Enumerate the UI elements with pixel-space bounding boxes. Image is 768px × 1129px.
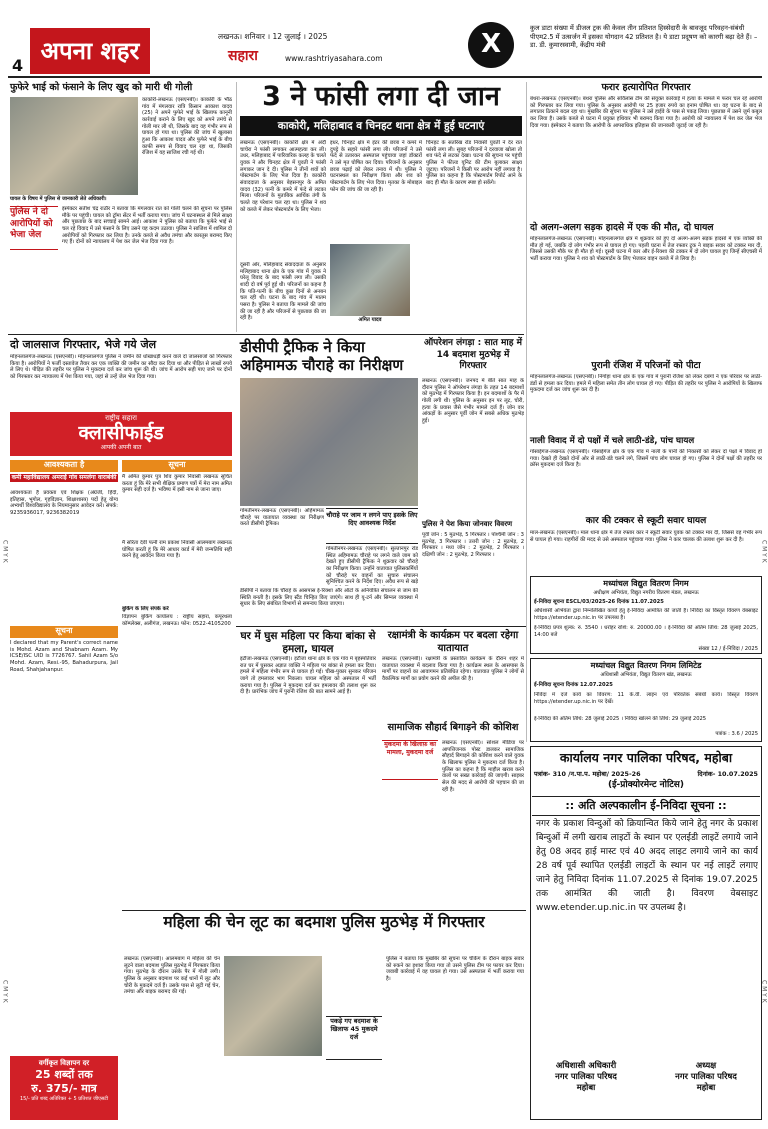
chain-headline: महिला की चेन लूट का बदमाश पुलिस मुठभेड़ में गिरफ्तार [163,913,485,931]
story1-body2: इंस्पेक्टर सतीश चंद्र राठौर ने बताया कि मंगलवार रात को गोली चलने की सूचना पर पुलिस मौके पर पहुंची। घायल को ट्रॉमा सेंटर में भर्ती कराया गया। जांच में घटनास्थल से मिले साक्ष्य और पूछताछ के बाद सच्चाई सामने आई। आकाश ने पुलिस को बताया कि फुफेरे भाई से चल रहे विवाद में उसे फंसाने के लिए उसने यह कदम उठाया। पुलिस ने साजिश में शामिल दो आरोपियों को गिरफ्तार कर लिया है। उनके कब्जे से अवैध तमंचा और कारतूस बरामद किए गए हैं। दोनों को न्यायालय में पेश कर जेल भेज दिया गया है। [62,206,232,246]
cmyk-mark-left-bottom: C M Y K [1,980,9,1003]
classified-rate-box [10,1056,118,1120]
chain-body2: पुलिस ने बताया कि मुखबिर की सूचना पर चेकिंग के दौरान बाइक सवार को रुकने का इशारा किया गया तो उसने पुलिस टीम पर फायर कर दिया। जवाबी कार्रवाई में वह घायल हो गया। उसे अस्पताल में भर्ती कराया गया है। [386,956,524,982]
classified-left-head: आवश्यकता है [10,460,118,472]
tender2-body: निविदा में दर्ज कार्य का विवरण: 11 के.वी. लाइन एवं परिवर्तक संबंधी कार्य। विस्तृत विवरण https://etender.up.nic.in पर देखें। [534,692,758,705]
dcp-pull-quote: चौराहे पर जाम न लगने पाए इसके लिए दिए आवश्यक निर्देश [326,508,418,544]
dcp-photo [240,378,418,506]
samajik-pull: मुकदमा के खिलाफ़ का मामला, मुकदमा दर्ज [382,740,438,780]
tender1-sub: अधीक्षण अभियंता, विद्युत नगरीय वितरण मंडल, लखनऊ [593,590,699,596]
lead-col1: लखनऊ (एसएनबी)। काकोरी क्षेत्र में अंदौ चाचेरा ने फांसी लगाकर आत्महत्या कर ली। उधर, मलिहाबाद में पारिवारिक कलह के चलते युवक ने और चिनहट क्षेत्र में युवती ने फांसी लगाकर जान दे दी। पुलिस ने तीनों शवों को पोस्टमार्टम के लिए भेज दिया है। काकोरी संवाददाता के अनुसार बेहसनपुर के अमित यादव (32) पत्नी के कमरे में फंदे से लटका मिला। परिजनों के मुताबिक आर्थिक तंगी के चलते वह परेशान चल रहा था। पुलिस ने शव को कब्जे में लेकर पोस्टमार्टम के लिए भेजा। [240,140,326,213]
classified-notice-head-2: सूचना [10,626,118,638]
story1-photo [10,97,138,195]
story1-headline: फुफेरे भाई को फंसाने के लिए खुद को मारी थी गोली [10,82,193,93]
story1-caption: घायल के विषय में पुलिस से जानकारी लेते अधिकारी। [10,196,107,202]
raksha-body: लखनऊ (एसएनबी)। रक्षामंत्री के प्रस्तावित कार्यक्रम के दौरान शहर में यातायात व्यवस्था में बदलाव किया गया है। कार्यक्रम स्थल के आसपास के मार्गों पर वाहनों का आवागमन प्रतिबंधित रहेगा। यातायात पुलिस ने लोगों से वैकल्पिक मार्गों का प्रयोग करने की अपील की है। [382,656,524,682]
classified-title: क्लासीफाईड [78,421,164,444]
mahila-body: इटौंजा-लखनऊ (एसएनबी)। इटौंजा थाना क्षेत्र के एक गांव में बृहस्पतिवार रात घर में घुसकर अज्ञात व्यक्ति ने महिला पर बांका से हमला कर दिया। हमले में महिला गंभीर रूप से घायल हो गई। चीख-पुकार सुनकर परिजन जागे तो हमलावर भाग निकला। घायल महिला को अस्पताल में भर्ती कराया गया है। पुलिस ने मुकदमा दर्ज कर हमलावर की तलाश शुरू कर दी है। प्रारंभिक जांच में पुरानी रंजिश की बात सामने आई है। [240,656,376,696]
nagar-sign-left: अधिशासी अधिकारी नगर पालिका परिषद महोबा [555,1060,617,1092]
page-number: 4 [12,56,24,75]
dcp-caption: गोमतीनगर-लखनऊ (एसएनबी)। अहिमामऊ चौराहे पर यातायात व्यवस्था का निरीक्षण करते डीसीपी ट्रैफिक। [240,508,324,528]
cmyk-mark-left: C M Y K [1,540,9,563]
mahila-headline: घर में घुस महिला पर किया बांका से हमला, घायल [240,630,376,656]
tender2-footer: पत्रांक : 3.6 / 2025 [715,731,758,737]
classified-booking-body: विज्ञापन बुकिंग कार्यालय : राष्ट्रीय सहारा, कपूरथला कॉम्प्लेक्स, अलीगंज, लखनऊ। फोन: 0522-4105200 [122,614,232,627]
classified-rate-price: रु. 375/- मात्र [31,1082,97,1096]
lead-col3: इधर, चिनहट क्षेत्र में इंटर की छात्रा ने कमरे में दुपट्टे के सहारे फांसी लगा ली। परिजनों ने उसे फंदे से उतारकर अस्पताल पहुंचाया जहां डॉक्टरों ने उसे मृत घोषित कर दिया। परिजनों के अनुसार छात्रा पढ़ाई को लेकर तनाव में थी। पुलिस ने घटनास्थल का निरीक्षण किया और शव को पोस्टमार्टम के लिए भेज दिया। मृतका के मोबाइल फोन की जांच की जा रही है। [330,140,422,193]
operation-headline: ऑपरेशन लंगड़ा : सात माह में 14 बदमाश मुठभेड़ में गिरफ्तार [423,338,523,372]
classified-notice1: मैं अमित कुमार पुत्र शिव कुमार निवासी लखनऊ सूचित करता हूं कि मेरे सभी शैक्षिक प्रमाण पत्रों में मेरा नाम अमित कुमार सही दर्ज है। भविष्य में इसी नाम से जाना जाए। [122,474,232,494]
right-mid4-headline: कार की टक्कर से स्कूटी सवार घायल [585,516,707,526]
dcp-body2: डीसीपी ने बताया कि चौराहे के आसपास ई-रिक्शा और ऑटो के अनियंत्रित संचालन से जाम की स्थिति बनती है। इसके लिए स्टैंड चिन्हित किए जाएंगे। साथ ही यू-टर्न और सिग्नल व्यवस्था में सुधार के लिए संबंधित विभागों से समन्वय किया जाएगा। [240,588,418,608]
classified-notice2: मैं सरिता देवी पत्नी राम प्रकाश निवासी आलमबाग लखनऊ घोषित करती हूं कि मेरे आधार कार्ड में मेरी जन्मतिथि सही करने हेतु आवेदन किया गया है। [122,540,232,560]
classified-rate-note: 15/- प्रति शब्द अतिरिक्त + 5 प्रतिशत जीएसटी [19,1096,109,1103]
operation-zones: पूर्वी जोन : 5 मुठभेड़, 5 गिरफ्तार । पश्चिमी जोन : 3 मुठभेड़, 3 गिरफ्तार । उत्तरी जोन : 2 मुठभेड़, 2 गिरफ्तार । मध्य जोन : 2 मुठभेड़, 2 गिरफ्तार । दक्षिणी जोन : 2 मुठभेड़, 2 गिरफ्तार । [422,532,524,558]
lead-photo [330,244,410,316]
tender1-rows: ई-निविदा प्रपत्र शुल्क: रु. 3540 । धरोहर राशि: रु. 20000.00 । ई-निविदा की अंतिम तिथि: 28 जुलाई 2025, 14:00 बजे [534,625,758,638]
chain-pull: पकड़े गए बदमाश के खिलाफ 45 मुकदमे दर्ज [326,1016,382,1060]
story1-body1: काकोरी-लखनऊ (एसएनबी)। काकोरी के भौठ गांव में मंगलवार रात्रि किसान आकाश यादव (25) ने अपने फुफेरे भाई के खिलाफ कानूनी कार्रवाई कराने के लिए खुद को अपने तमंचे से गोली मार ली थी, जिसके बाद वह गंभीर रूप से घायल हो गया था। पुलिस की जांच में खुलासा हुआ कि आकाश यादव और फुफेरे भाई के बीच काफी समय से विवाद चल रहा था, जिसकी रंजिश में यह साजिश रची गई थी। [142,97,232,157]
classified-booking-head: बुकिंग के लिए संपर्क करें [122,606,169,612]
right-mid2-body: मोहनलालगंज-लखनऊ (एसएनबी)। निगोहा थाना क्षेत्र के एक गांव में पुरानी रंजिश को लेकर दबंगों ने एक परिवार पर लाठी-डंडों से हमला कर दिया। हमले में महिला समेत तीन लोग घायल हो गए। पीड़ित की तहरीर पर पुलिस ने आरोपियों के खिलाफ मुकदमा दर्ज कर जांच शुरू कर दी है। [530,374,762,394]
masthead-dateline: लखनऊ। शनिवार । 12 जुलाई । 2025 [218,32,328,41]
top-news-quote: कुल डाटा संख्या में डीजल ट्रक की केवल तीन प्रतिशत हिस्सेदारी के बावजूद परिवहन-संबंधी पीएम2.5 में उत्सर्जन में इसका योगदान 42 प्रतिशत है। ये डाटा प्रदूषण को कारगी बढ़ा देते हैं। –डा. डी. कुमारस्वामी, केंद्रीय मंत्री [530,24,758,50]
tender2-ref: ई-निविदा सूचना दिनांक 12.07.2025 [534,682,613,688]
right-mid3-body: गोसाईगंज-लखनऊ (एसएनबी)। गोसाईगंज क्षेत्र के एक गांव में नाली के पानी की निकासी को लेकर दो पक्षों में विवाद हो गया। देखते ही देखते दोनों ओर से लाठी-डंडे चलने लगे, जिसमें पांच लोग घायल हो गए। पुलिस ने दोनों पक्षों की तहरीर पर क्रॉस मुकदमा दर्ज किया है। [530,449,762,469]
nagar-title: :: अति अल्पकालीन ई-निविदा सूचना :: [532,796,760,816]
nagar-body: नगर के प्रकाश विन्दुओं को क्रियान्वित किये जाने हेतु नगर के प्रकाश बिन्दुओं में लगी खराब लाइटों के स्थान पर एलईडी लाइटें लगाये जाने हेतु 08 अदद हाई मास्ट एवं 40 अदद लाइट लगाये जाने का कार्य 28 वर्ष पूर्व स्थापित एलईडी लाइटों के स्थान पर नई लाइटें लगाए जाने हेतु निविदा दिनांक 11.07.2025 से दिनांक 19.07.2025 तक आमंत्रित की जाती है। विवरण वेबसाइट www.etender.up.nic.in पर उपलब्ध है। [536,819,758,913]
operation-body: लखनऊ (एसएनबी)। जनपद में बीते सात माह के दौरान पुलिस ने ऑपरेशन लंगड़ा के तहत 14 बदमाशों को मुठभेड़ में गिरफ्तार किया है। इन बदमाशों के पैर में गोली लगी थी। पुलिस के अनुसार इन पर लूट, चोरी, हत्या के प्रयास जैसे गंभीर मामले दर्ज हैं। जोन वार आंकड़ों के अनुसार पूर्वी जोन में सबसे अधिक मुठभेड़ हुई। [422,378,524,424]
lead-headline: 3 ने फांसी लगा दी जान [262,81,500,112]
right-mid-headline: दो अलग-अलग सड़क हादसे में एक की मौत, दो घायल [530,222,714,233]
tender1-footer: संख्या 12 / ई-निविदा / 2025 [698,646,758,652]
raksha-headline: रक्षामंत्री के कार्यक्रम पर बदला रहेगा यातायात [387,630,519,654]
dcp-body1: गोमतीनगर-लखनऊ (एसएनबी)। सुल्तानपुर रोड स्थित अहिमामऊ चौराहे पर लगने वाले जाम को देखते हुए डीसीपी ट्रैफिक ने शुक्रवार को चौराहे का निरीक्षण किया। उन्होंने यातायात पुलिसकर्मियों को चौराहे पर वाहनों का सुचारु संचालन सुनिश्चित करने के निर्देश दिए। अवैध रूप से खड़े [326,546,418,586]
jalsaz-body: मोहनलालगंज-लखनऊ (एसएनबी)। मोहनलालगंज पुलिस ने जमीन की धोखाधड़ी करने वाले दो जालसाजों को गिरफ्तार किया है। आरोपियों ने फर्जी दस्तावेज तैयार कर एक व्यक्ति की जमीन का सौदा कर दिया था और पीड़ित से लाखों रुपये ले लिए थे। पीड़ित की तहरीर पर पुलिस ने मुकदमा दर्ज कर जांच शुरू की थी। जांच में आरोप सही पाए जाने पर दोनों को गिरफ्तार कर न्यायालय में पेश किया गया, जहां से उन्हें जेल भेज दिया गया। [10,354,232,380]
right-top-headline: फरार हत्यारोपित गिरफ्तार [601,82,691,93]
classified-notice-head: सूचना [122,460,232,472]
tender1-ref: ई-निविदा सूचना ESCL/03/2025-26 दिनांक 11.07.2025 [534,599,664,605]
section-title: अपना शहर [30,28,150,74]
operation-subhead: पुलिस ने पेश किया जोनवार विवरण [422,520,513,528]
classified-notice3: I declared that my Parent's correct name is Mohd. Azam and Shabnam Azam. My ICSE/ISC UID is 7726767. Sahil Azam S/o Mohd. Azam, Resi.-95, Bahadurpura, Jail Road, Shahjahanpur. [10,640,118,673]
lead-col2: दूसरी ओर, मलिहाबाद संवाददाता के अनुसार मलिहाबाद थाना क्षेत्र के एक गांव में युवक ने घरेलू विवाद के बाद फांसी लगा ली। उसकी शादी दो वर्ष पूर्व हुई थी। परिजनों का कहना है कि पति-पत्नी के बीच कुछ दिनों से अनबन चल रही थी। घटना के बाद गांव में मातम पसरा है। पुलिस ने बताया कि मामले की जांच की जा रही है और परिजनों से पूछताछ की जा रही है। [240,262,326,322]
jalsaz-headline: दो जालसाज गिरफ्तार, भेजे गये जेल [10,338,157,351]
nagar-ref: पत्रांक- 310 /न.पा.प. महोबा/ 2025-26 [534,770,641,778]
dcp-headline: डीसीपी ट्रैफिक ने किया अहिमामऊ चौराहे का निरीक्षण [240,338,404,374]
tender1-body: अधिशासी अभियंता द्वारा निम्नलिखित कार्यों हेतु ई-निविदा आमंत्रित की जाती है। निविदा का विस्तृत विवरण वेबसाइट https://etender.up.nic.in पर उपलब्ध है। [534,608,758,621]
classified-tagline: आपकी अपनी बात [100,443,142,451]
right-mid2-headline: पुरानी रंजिश में परिजनों को पीटा [591,360,701,371]
cmyk-mark-right: C M Y K [760,540,768,563]
nagar-kind: (ई-प्रोक्योरमेन्ट नोटिस) [607,780,685,790]
chain-body: लखनऊ (एसएनबी)। आलमबाग में महिला की चेन लूटने वाला बदमाश पुलिस मुठभेड़ में गिरफ्तार किया गया। मुठभेड़ के दौरान उसके पैर में गोली लगी। पुलिस के अनुसार बदमाश पर कई थानों में लूट और चोरी के मुकदमे दर्ज हैं। उसके पास से लूटी गई चेन, तमंचा और बाइक बरामद की गई। [124,956,220,996]
tender2-rows: ई-निविदा की अंतिम तिथि: 28 जुलाई 2025 । निविदा खोलने की तिथि: 29 जुलाई 2025 [534,716,707,722]
tender2-sub: अधिशासी अभियंता, विद्युत वितरण खंड, लखनऊ [600,672,692,678]
classified-rate-words: 25 शब्दों तक [35,1067,93,1081]
right-mid-body: मोहनलालगंज-लखनऊ (एसएनबी)। मोहनलालगंज क्षेत्र में शुक्रवार को हुए दो अलग-अलग सड़क हादसों में एक व्यक्ति की मौत हो गई, जबकि दो लोग गंभीर रूप से घायल हो गए। पहली घटना में तेज रफ्तार ट्रक ने बाइक सवार को टक्कर मार दी, जिससे उसकी मौके पर ही मौत हो गई। दूसरी घटना में कार और ई-रिक्शा की टक्कर में दो लोग घायल हुए जिन्हें सीएचसी में भर्ती कराया गया। पुलिस ने शव को पोस्टमार्टम के लिए भेजकर वाहन कब्जे में ले लिया है। [530,236,762,262]
classified-brand: राष्ट्रीय सहारा [105,414,137,422]
nagar-date: दिनांक- 10.07.2025 [697,770,758,778]
x-logo-icon: X [468,22,514,68]
cmyk-mark-right-bottom: C M Y K [760,980,768,1003]
tender2-org: मध्यांचल विद्युत वितरण निगम लिमिटेड [590,661,702,670]
right-mid4-body: माल-लखनऊ (एसएनबी)। माल थाना क्षेत्र में तेज रफ्तार कार ने स्कूटी सवार युवक को टक्कर मार दी, जिससे वह गंभीर रूप से घायल हो गया। राहगीरों की मदद से उसे अस्पताल पहुंचाया गया। पुलिस ने कार चालक की तलाश शुरू कर दी है। [530,530,762,543]
lead-subhead: काकोरी, मलिहाबाद व चिनहट थाना क्षेत्र में हुई घटनाएं [240,116,522,136]
paper-logo: सहारा [228,48,258,64]
classified-rate-title: वर्गीकृत विज्ञापन दर [38,1059,90,1067]
samajik-headline: सामाजिक सौहार्द बिगाड़ने की कोशिश [387,722,519,733]
right-top-body: बंथरा-लखनऊ (एसएनबी)। बंथरा पुलिस और सर्विलांस टीम की संयुक्त कार्रवाई में हत्या के मामले में फरार चल रहे आरोपी को गिरफ्तार कर लिया गया। पुलिस के अनुसार आरोपी पर 25 हजार रुपये का इनाम घोषित था। वह घटना के बाद से लगातार ठिकाने बदल रहा था। मुखबिर की सूचना पर पुलिस ने उसे हाईवे के पास से पकड़ लिया। पूछताछ में उसने जुर्म कबूल कर लिया है। उसके कब्जे से घटना में प्रयुक्त हथियार भी बरामद किया गया है। आरोपी को न्यायालय में पेश कर जेल भेज दिया गया। इंस्पेक्टर ने बताया कि आरोपी के आपराधिक इतिहास की जानकारी जुटाई जा रही है। [530,96,762,129]
lead-photo-caption: अमित यादव [358,317,382,323]
classified-left-sub: कमी महाविद्यालय अमराई गांव समलंगा वाराबंकी [11,474,117,481]
tender1-org: मध्यांचल विद्युत वितरण निगम [603,579,689,588]
story1-callout: पुलिस ने दो आरोपियों को भेजा जेल [10,206,58,250]
classified-header [10,412,232,456]
right-mid3-headline: नाली विवाद में दो पक्षों में चले लाठी-डंडे, पांच घायल [530,436,695,446]
samajik-body: लखनऊ (एसएनबी)। सोशल मीडिया पर आपत्तिजनक पोस्ट डालकर सामाजिक सौहार्द बिगाड़ने की कोशिश करने वाले युवक के खिलाफ पुलिस ने मुकदमा दर्ज किया है। पुलिस का कहना है कि माहौल खराब करने वालों पर सख्त कार्रवाई की जाएगी। साइबर सेल की मदद से आरोपी की पहचान की जा रही है। [442,740,524,793]
nagar-sign-right: अध्यक्ष नगर पालिका परिषद महोबा [675,1060,737,1092]
classified-left-body: आवश्यकता है प्रवक्ता एवं शिक्षक (अंग्रेजी, हिंदी, इतिहास, भूगोल, गृहविज्ञान, शिक्षाशास्त्र) पदों हेतु योग्य अभ्यर्थी विश्वविद्यालय के नियमानुसार आवेदन करें। संपर्क: 9235936017, 9236382019 [10,490,118,516]
chain-photo [224,956,322,1056]
lead-col4: चिनहट के सतरिख रोड निवासी युवती ने देर रात फांसी लगा ली। सुबह परिजनों ने दरवाजा खोला तो शव फंदे से लटका देखा। घटना की सूचना पर पहुंची पुलिस ने फील्ड यूनिट की टीम बुलाकर साक्ष्य जुटाए। परिजनों ने किसी पर आरोप नहीं लगाया है। पुलिस का कहना है कि पोस्टमार्टम रिपोर्ट आने के बाद ही मौत के कारण स्पष्ट हो सकेंगे। [426,140,522,186]
nagar-org: कार्यालय नगर पालिका परिषद, महोबा [559,750,733,765]
website-link[interactable]: www.rashtriyasahara.com [285,54,383,63]
